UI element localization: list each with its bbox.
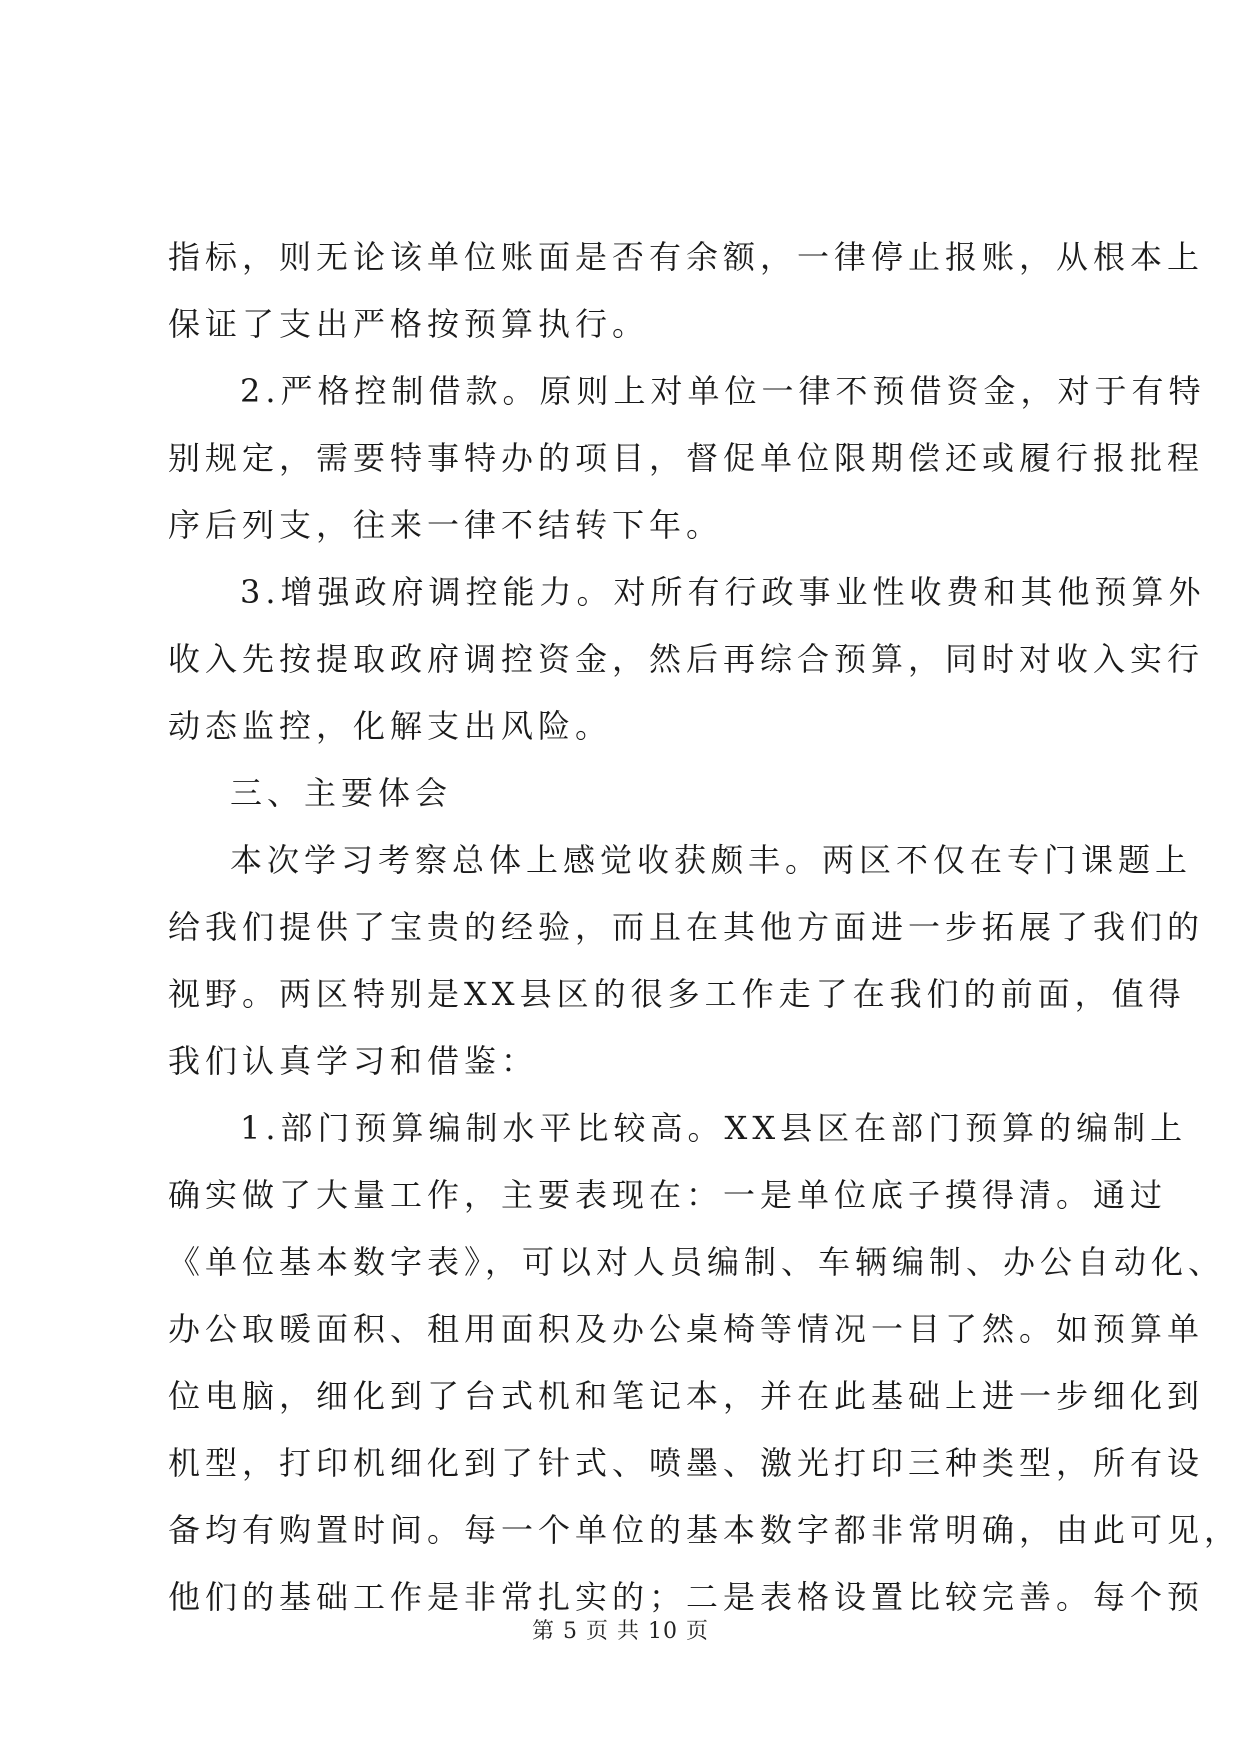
text-line: 位电脑，细化到了台式机和笔记本，并在此基础上进一步细化到	[168, 1377, 1205, 1415]
text-line: 他们的基础工作是非常扎实的；二是表格设置比较完善。每个预	[168, 1578, 1205, 1616]
text-line: 动态监控，化解支出风险。	[168, 707, 613, 745]
text-line: 备均有购置时间。每一个单位的基本数字都非常明确，由此可见，	[168, 1511, 1241, 1549]
text-line: 指标，则无论该单位账面是否有余额，一律停止报账，从根本上	[168, 238, 1205, 276]
text-line: 办公取暖面积、租用面积及办公桌椅等情况一目了然。如预算单	[168, 1310, 1205, 1348]
text-line: 机型，打印机细化到了针式、喷墨、激光打印三种类型，所有设	[168, 1444, 1205, 1482]
text-line: 我们认真学习和借鉴：	[168, 1042, 539, 1080]
text-line: 本次学习考察总体上感觉收获颇丰。两区不仅在专门课题上	[230, 841, 1193, 879]
text-line: 《单位基本数字表》，可以对人员编制、车辆编制、办公自动化、	[168, 1243, 1226, 1281]
text-line: 确实做了大量工作，主要表现在：一是单位底子摸得清。通过	[168, 1176, 1168, 1214]
text-line: 收入先按提取政府调控资金，然后再综合预算，同时对收入实行	[168, 640, 1205, 678]
text-line: 给我们提供了宝贵的经验，而且在其他方面进一步拓展了我们的	[168, 908, 1205, 946]
text-line: 1.部门预算编制水平比较高。XX县区在部门预算的编制上	[240, 1109, 1188, 1147]
text-line: 2.严格控制借款。原则上对单位一律不预借资金，对于有特	[240, 372, 1206, 410]
text-line: 保证了支出严格按预算执行。	[168, 305, 650, 343]
page-number-footer: 第 5 页 共 10 页	[532, 1619, 709, 1644]
text-line: 3.增强政府调控能力。对所有行政事业性收费和其他预算外	[240, 573, 1206, 611]
section-heading: 三、主要体会	[230, 774, 453, 812]
text-line: 别规定，需要特事特办的项目，督促单位限期偿还或履行报批程	[168, 439, 1205, 477]
text-line: 序后列支，往来一律不结转下年。	[168, 506, 724, 544]
document-body	[168, 224, 1241, 1631]
text-line: 视野。两区特别是XX县区的很多工作走了在我们的前面，值得	[168, 975, 1186, 1013]
